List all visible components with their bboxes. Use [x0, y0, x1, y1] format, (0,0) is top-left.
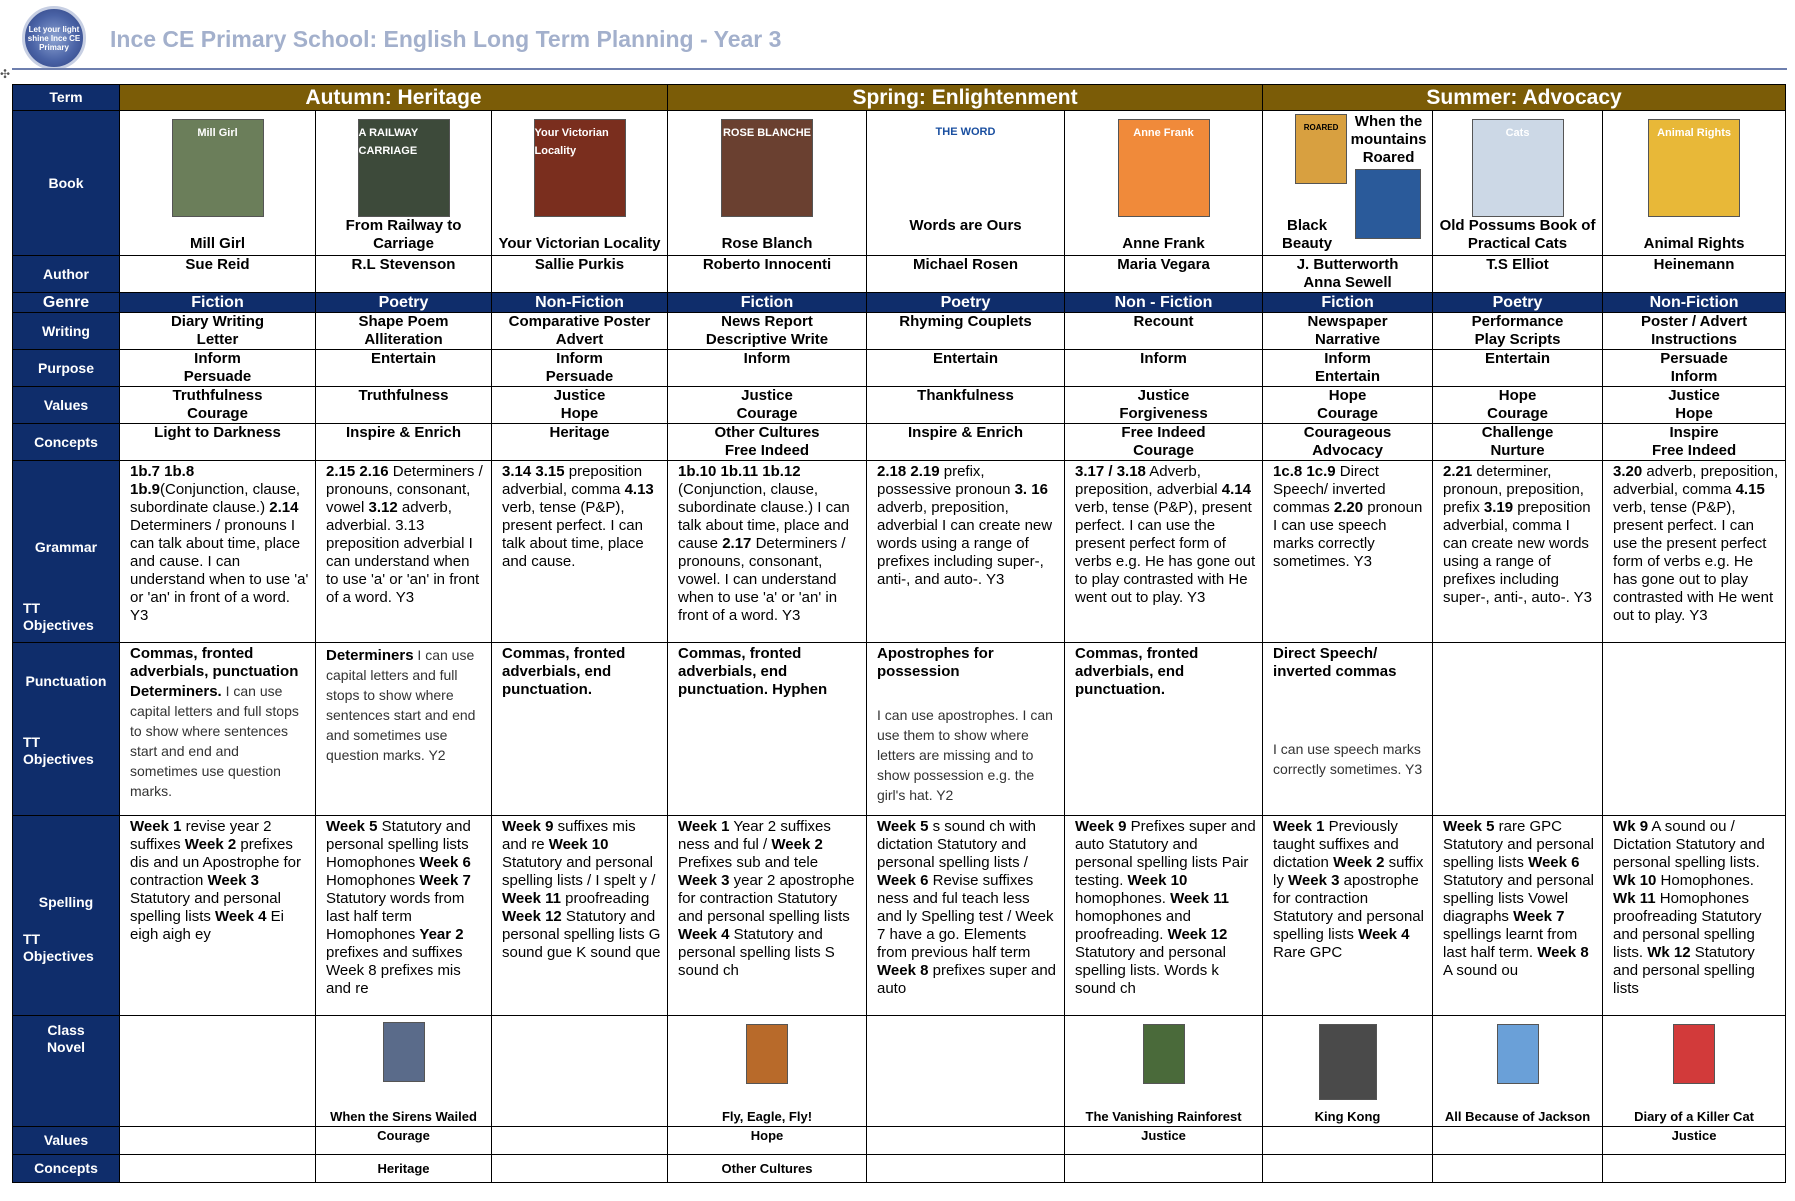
label-purpose: Purpose — [13, 350, 120, 387]
values-row — [13, 387, 1786, 424]
novel-concept-cell: Heritage — [316, 1155, 492, 1183]
book-row — [13, 111, 1786, 256]
values-cell: Truthfulness Courage — [120, 387, 316, 424]
punctuation-heading: Direct Speech/ inverted commas — [1273, 645, 1397, 680]
novel-box — [492, 1016, 667, 1126]
grammar-code: 2.15 2.16 — [326, 463, 389, 480]
grammar-cell — [1603, 461, 1786, 643]
grammar-code: 1c.8 1c.9 — [1273, 463, 1336, 480]
book-cover-image — [358, 119, 450, 217]
novel-concept-cell — [867, 1155, 1065, 1183]
book-box — [1263, 111, 1432, 255]
school-logo — [22, 6, 86, 70]
spelling-text: Week 1 Previously taught suffixes and dictation Week 2 suffix ly Week 3 apostrophe for contraction Statutory and personal spelling lists Week 4 Rare GPC — [1273, 818, 1424, 961]
book-cover-image — [1472, 119, 1564, 217]
table-move-handle-icon[interactable]: ✣ — [0, 67, 11, 81]
grammar-text: verb, tense (P&P), present perfect. I can talk about time, place and cause. — [502, 499, 644, 570]
objectives-label: Objectives — [23, 751, 94, 767]
novel-cover-image — [383, 1022, 425, 1082]
book-cell — [1263, 111, 1433, 256]
concepts-cell: Other Cultures Free Indeed — [668, 424, 867, 461]
novel-title: All Because of Jackson — [1444, 1109, 1591, 1124]
novel-box — [1065, 1016, 1262, 1126]
spelling-text: Week 5 s sound ch with dictation Statutory and personal spelling lists / Week 6 Revise suffixes ness and ful teach less and ly Spelling test / Week 7 have a go. Elements from previous half term Week 8 prefixes super and auto — [877, 818, 1057, 997]
concepts-cell: Challenge Nurture — [1433, 424, 1603, 461]
genre-cell: Non-Fiction — [1603, 293, 1786, 313]
grammar-cell — [1433, 461, 1603, 643]
novel-values-row — [13, 1127, 1786, 1155]
book-cell — [120, 111, 316, 256]
punctuation-cell — [867, 643, 1065, 816]
spelling-cell — [1263, 816, 1433, 1016]
genre-cell: Poetry — [867, 293, 1065, 313]
concepts-row — [13, 424, 1786, 461]
grammar-code: 3.14 3.15 — [502, 463, 565, 480]
punctuation-objective: I can use speech marks correctly sometimes. Y3 — [1273, 741, 1423, 777]
values-cell: Truthfulness — [316, 387, 492, 424]
grammar-code: 4.13 — [624, 481, 654, 498]
grammar-text: preposition adverbial, comma I can create new words using a range of prefixes including super-, anti-, auto-. Y3 — [1443, 499, 1592, 606]
novel-value-cell — [1263, 1127, 1433, 1155]
writing-cell: Shape Poem Alliteration — [316, 313, 492, 350]
punctuation-cell — [120, 643, 316, 816]
grammar-row — [13, 461, 1786, 643]
label-class-novel — [13, 1016, 120, 1127]
grammar-text: Determiners / pronouns, consonant, vowel — [326, 463, 483, 516]
values-cell: Justice Forgiveness — [1065, 387, 1263, 424]
spelling-row — [13, 816, 1786, 1016]
book-cell — [867, 111, 1065, 256]
book-cover-image — [534, 119, 626, 217]
page-title: Ince CE Primary School: English Long Term Planning - Year 3 — [110, 26, 782, 52]
novel-cell — [492, 1016, 668, 1127]
book-cell — [316, 111, 492, 256]
novel-cover-image — [1319, 1024, 1377, 1100]
book-cell — [1065, 111, 1263, 256]
novel-box — [120, 1016, 315, 1126]
cover-text: ROARED — [1303, 123, 1339, 132]
cover-text: A RAILWAY CARRIAGE — [358, 127, 418, 157]
punctuation-heading: Commas, fronted adverbials, end punctuation. — [1075, 645, 1199, 698]
genre-cell: Non-Fiction — [492, 293, 668, 313]
values-cell: Justice Courage — [668, 387, 867, 424]
novel-cell — [1603, 1016, 1786, 1127]
spelling-text: Week 9 suffixes mis and re Week 10 Statutory and personal spelling lists / I spelt y / Week 11 proofreading Week 12 Statutory and personal spelling lists G sound gue K sound que — [502, 818, 661, 961]
purpose-cell: Entertain — [316, 350, 492, 387]
novel-cover-image — [1143, 1024, 1185, 1084]
author-cell: Heinemann — [1603, 256, 1786, 293]
genre-cell: Fiction — [668, 293, 867, 313]
grammar-cell — [668, 461, 867, 643]
label-punctuation — [13, 643, 120, 816]
book-cover-image — [1295, 114, 1347, 184]
author-cell: Sue Reid — [120, 256, 316, 293]
grammar-code: 3.17 / 3.18 — [1075, 463, 1146, 480]
book-title: Words are Ours — [909, 217, 1022, 234]
book-cover-image — [1648, 119, 1740, 217]
book-box — [668, 111, 866, 255]
concepts-cell: Free Indeed Courage — [1065, 424, 1263, 461]
book-title: Your Victorian Locality — [498, 235, 661, 252]
book-cover-image — [920, 119, 1012, 217]
spelling-cell — [867, 816, 1065, 1016]
purpose-cell: Inform Persuade — [492, 350, 668, 387]
term-spring: Spring: Enlightenment — [668, 85, 1263, 111]
label-writing: Writing — [13, 313, 120, 350]
grammar-cell — [867, 461, 1065, 643]
label-grammar — [13, 461, 120, 643]
book-cover-image — [1355, 169, 1421, 239]
grammar-cell — [492, 461, 668, 643]
novel-cell — [1433, 1016, 1603, 1127]
novel-value-cell: Courage — [316, 1127, 492, 1155]
author-cell: Sallie Purkis — [492, 256, 668, 293]
label-novel-concepts: Concepts — [13, 1155, 120, 1183]
cover-text: Your Victorian Locality — [534, 127, 609, 157]
spelling-cell — [1603, 816, 1786, 1016]
spelling-text: Week 1 revise year 2 suffixes Week 2 prefixes dis and un Apostrophe for contraction Week 3 Statutory and personal spelling lists Week 4 Ei eigh aigh ey — [130, 818, 301, 943]
planning-table — [12, 84, 1786, 1183]
novel-concepts-row — [13, 1155, 1786, 1183]
novel-concept-cell — [492, 1155, 668, 1183]
grammar-code: 3.19 — [1483, 499, 1514, 516]
label-concepts: Concepts — [13, 424, 120, 461]
genre-cell: Poetry — [1433, 293, 1603, 313]
writing-cell: Diary Writing Letter — [120, 313, 316, 350]
cover-text: Mill Girl — [197, 127, 238, 139]
purpose-cell: Inform Persuade — [120, 350, 316, 387]
grammar-text: verb, tense (P&P), present perfect. I can use the present perfect form of verbs e.g. He has gone out to play contrasted with He went out to play. Y3 — [1075, 499, 1256, 606]
novel-concept-cell — [120, 1155, 316, 1183]
author-cell: Roberto Innocenti — [668, 256, 867, 293]
concepts-cell: Inspire & Enrich — [867, 424, 1065, 461]
grammar-text: Determiners / pronouns I can talk about time, place and cause. I can understand when to use 'a' or 'an' in front of a word. Y3 — [130, 517, 309, 624]
novel-title: King Kong — [1314, 1109, 1381, 1124]
book-box — [1433, 111, 1602, 255]
book-cell — [1433, 111, 1603, 256]
logo-text: Let your light shine Ince CE Primary — [27, 24, 81, 52]
punctuation-heading: Commas, fronted adverbials, punctuation Determiners. — [130, 645, 299, 700]
novel-cell — [1263, 1016, 1433, 1127]
label-novel-values: Values — [13, 1127, 120, 1155]
novel-concept-cell — [1065, 1155, 1263, 1183]
book-title: Anne Frank — [1122, 235, 1205, 252]
purpose-cell: Entertain — [867, 350, 1065, 387]
book-title-extra: When the mountains Roared — [1350, 113, 1427, 166]
book-cover-image — [172, 119, 264, 217]
book-title: Mill Girl — [189, 235, 245, 252]
purpose-cell: Persuade Inform — [1603, 350, 1786, 387]
novel-box — [668, 1016, 866, 1126]
punctuation-objective: I can use capital letters and full stops to show where sentences start and end and sometimes use question marks. — [130, 683, 299, 799]
book-box — [867, 111, 1064, 255]
novel-title: Diary of a Killer Cat — [1634, 1109, 1755, 1124]
purpose-row — [13, 350, 1786, 387]
punctuation-row — [13, 643, 1786, 816]
book-cell — [668, 111, 867, 256]
author-cell: J. Butterworth Anna Sewell — [1263, 256, 1433, 293]
spelling-cell — [668, 816, 867, 1016]
class-novel-row — [13, 1016, 1786, 1127]
writing-cell: Performance Play Scripts — [1433, 313, 1603, 350]
writing-cell: Recount — [1065, 313, 1263, 350]
book-box — [1603, 111, 1785, 255]
novel-value-cell: Justice — [1065, 1127, 1263, 1155]
spelling-text: Wk 9 A sound ou / Dictation Statutory and personal spelling lists. Wk 10 Homophones. Wk 11 Homophones proofreading Statutory and personal spelling lists. Wk 12 Statutory and personal spelling lists — [1613, 818, 1765, 997]
grammar-text: prefix, possessive pronoun — [877, 463, 1015, 498]
term-row — [13, 85, 1786, 111]
writing-cell: Rhyming Couplets — [867, 313, 1065, 350]
novel-box — [867, 1016, 1064, 1126]
genre-cell: Non - Fiction — [1065, 293, 1263, 313]
concepts-cell: Heritage — [492, 424, 668, 461]
book-cover-image — [721, 119, 813, 217]
grammar-code: 2.17 — [722, 535, 752, 552]
genre-cell: Fiction — [120, 293, 316, 313]
label-values: Values — [13, 387, 120, 424]
grammar-code: 2.18 2.19 — [877, 463, 940, 480]
writing-cell: News Report Descriptive Write — [668, 313, 867, 350]
concepts-cell: Inspire & Enrich — [316, 424, 492, 461]
grammar-text: Direct Speech/ inverted commas — [1273, 463, 1386, 516]
spelling-cell — [120, 816, 316, 1016]
book-title: Animal Rights — [1643, 235, 1745, 252]
novel-box — [1263, 1016, 1432, 1126]
grammar-code: 2.20 — [1333, 499, 1364, 516]
genre-cell: Fiction — [1263, 293, 1433, 313]
purpose-cell: Inform — [668, 350, 867, 387]
grammar-code: 4.15 — [1735, 481, 1765, 498]
grammar-code: 1b.7 1b.8 1b.9 — [130, 463, 195, 498]
novel-cover-image — [1673, 1024, 1715, 1084]
header-rule — [12, 68, 1787, 70]
grammar-code: 3. 16 — [1014, 481, 1048, 498]
cover-text: Anne Frank — [1133, 127, 1194, 139]
purpose-cell: Entertain — [1433, 350, 1603, 387]
grammar-text: Adverb, preposition, adverbial — [1075, 463, 1222, 498]
book-box — [120, 111, 315, 255]
punctuation-cell — [668, 643, 867, 816]
writing-row — [13, 313, 1786, 350]
book-cell — [1603, 111, 1786, 256]
spelling-text: Week 9 Prefixes super and auto Statutory and personal spelling lists Pair testing. Week 10 homophones. Week 11 homophones and proofreading. Week 12 Statutory and personal spelling lists. Words k sound ch — [1075, 818, 1256, 997]
author-row — [13, 256, 1786, 293]
punctuation-cell — [316, 643, 492, 816]
novel-box — [1433, 1016, 1602, 1126]
author-cell: R.L Stevenson — [316, 256, 492, 293]
objectives-label: Objectives — [23, 617, 94, 633]
term-summer: Summer: Advocacy — [1263, 85, 1786, 111]
values-cell: Justice Hope — [492, 387, 668, 424]
values-cell: Thankfulness — [867, 387, 1065, 424]
novel-concept-cell — [1433, 1155, 1603, 1183]
spelling-cell — [492, 816, 668, 1016]
novel-cell — [1065, 1016, 1263, 1127]
punctuation-heading: Commas, fronted adverbials, end punctuation. Hyphen — [678, 645, 828, 698]
novel-cell — [120, 1016, 316, 1127]
grammar-text: preposition adverbial, comma — [502, 463, 643, 498]
spelling-cell — [1433, 816, 1603, 1016]
label-spelling — [13, 816, 120, 1016]
cover-text: THE WORD — [935, 126, 996, 138]
values-cell: Justice Hope — [1603, 387, 1786, 424]
author-cell: Michael Rosen — [867, 256, 1065, 293]
concepts-cell: Courageous Advocacy — [1263, 424, 1433, 461]
novel-title: When the Sirens Wailed — [330, 1109, 477, 1124]
novel-value-cell — [120, 1127, 316, 1155]
spelling-text: Week 1 Year 2 suffixes ness and ful / Week 2 Prefixes sub and tele Week 3 year 2 apostrophe for contraction Statutory and personal spelling lists Week 4 Statutory and personal spelling lists S sound ch — [678, 818, 855, 979]
writing-cell: Comparative Poster Advert — [492, 313, 668, 350]
novel-cover-image — [746, 1024, 788, 1084]
punctuation-heading: Determiners — [326, 647, 414, 664]
label-term: Term — [13, 85, 120, 111]
page-header — [0, 0, 1795, 81]
purpose-cell: Inform — [1065, 350, 1263, 387]
punctuation-cell — [1433, 643, 1603, 816]
punctuation-objective: I can use capital letters and full stops to show where sentences start and end and sometimes use question marks. Y2 — [326, 647, 476, 763]
grammar-text: adverb, adverbial. 3.13 preposition adverbial I can understand when to use 'a' or 'an' in front of a word. Y3 — [326, 499, 480, 606]
book-box — [316, 111, 491, 255]
grammar-text: adverb, preposition, adverbial I can create new words using a range of prefixes including super-, anti-, and auto-. Y3 — [877, 499, 1053, 588]
book-cell — [492, 111, 668, 256]
spelling-cell — [316, 816, 492, 1016]
spelling-text: Week 5 rare GPC Statutory and personal spelling lists Week 6 Statutory and personal spelling lists Vowel diagraphs Week 7 spellings learnt from last half term. Week 8 A sound ou — [1443, 818, 1594, 979]
book-title: Rose Blanch — [721, 235, 813, 252]
grammar-code: 3.12 — [368, 499, 398, 516]
punctuation-cell — [1263, 643, 1433, 816]
punctuation-heading: Commas, fronted adverbials, end punctuation. — [502, 645, 626, 698]
grammar-code: 4.14 — [1221, 481, 1251, 498]
cover-text: ROSE BLANCHE — [722, 127, 811, 139]
purpose-cell: Inform Entertain — [1263, 350, 1433, 387]
values-cell: Hope Courage — [1263, 387, 1433, 424]
book-box — [1065, 111, 1262, 255]
novel-cell — [316, 1016, 492, 1127]
grammar-code: 3.20 — [1613, 463, 1643, 480]
punctuation-label: Punctuation — [25, 673, 107, 689]
genre-row — [13, 293, 1786, 313]
tt-label: TT — [23, 931, 41, 947]
spelling-cell — [1065, 816, 1263, 1016]
spelling-text: Week 5 Statutory and personal spelling lists Homophones Week 6 Homophones Week 7 Statutory words from last half term Homophones Year 2 prefixes and suffixes Week 8 prefixes mis and re — [326, 818, 471, 997]
grammar-cell — [1065, 461, 1263, 643]
writing-cell: Newspaper Narrative — [1263, 313, 1433, 350]
spelling-label: Spelling — [38, 894, 94, 910]
novel-cover-image — [1497, 1024, 1539, 1084]
novel-value-cell — [492, 1127, 668, 1155]
values-cell: Hope Courage — [1433, 387, 1603, 424]
concepts-cell: Inspire Free Indeed — [1603, 424, 1786, 461]
novel-concept-cell — [1603, 1155, 1786, 1183]
objectives-label: Objectives — [23, 948, 94, 964]
novel-cell — [668, 1016, 867, 1127]
novel-value-cell — [867, 1127, 1065, 1155]
grammar-text: (Conjunction, clause, subordinate clause.) I can talk about time, place and cause — [678, 481, 850, 552]
novel-concept-cell: Other Cultures — [668, 1155, 867, 1183]
grammar-text: (Conjunction, clause, subordinate clause.) — [130, 481, 301, 516]
grammar-cell — [316, 461, 492, 643]
grammar-text: adverb, preposition, adverbial, comma — [1613, 463, 1779, 498]
term-autumn: Autumn: Heritage — [120, 85, 668, 111]
cover-text: Cats — [1505, 127, 1530, 139]
novel-title: The Vanishing Rainforest — [1085, 1109, 1242, 1124]
punctuation-heading: Apostrophes for possession — [877, 645, 994, 680]
grammar-code: 1b.10 1b.11 1b.12 — [678, 463, 801, 480]
punctuation-cell — [1603, 643, 1786, 816]
novel-value-cell: Justice — [1603, 1127, 1786, 1155]
book-title: Old Possums Book of Practical Cats — [1439, 217, 1596, 252]
concepts-cell: Light to Darkness — [120, 424, 316, 461]
author-cell: Maria Vegara — [1065, 256, 1263, 293]
novel-title: Fly, Eagle, Fly! — [721, 1109, 813, 1124]
novel-label: Novel — [46, 1039, 86, 1055]
book-title: Black Beauty — [1282, 217, 1333, 252]
grammar-label: Grammar — [34, 539, 98, 555]
author-cell: T.S Elliot — [1433, 256, 1603, 293]
book-title: From Railway to Carriage — [345, 217, 462, 252]
book-box — [492, 111, 667, 255]
grammar-code: 2.21 — [1443, 463, 1473, 480]
tt-label: TT — [23, 734, 41, 750]
grammar-cell — [120, 461, 316, 643]
label-author: Author — [13, 256, 120, 293]
novel-value-cell — [1433, 1127, 1603, 1155]
punctuation-cell — [1065, 643, 1263, 816]
novel-concept-cell — [1263, 1155, 1433, 1183]
punctuation-objective: I can use apostrophes. I can use them to show where letters are missing and to show possession e.g. the girl's hat. Y2 — [877, 707, 1053, 803]
novel-box — [316, 1016, 491, 1126]
novel-box — [1603, 1016, 1785, 1126]
book-cover-image — [1118, 119, 1210, 217]
label-genre: Genre — [13, 293, 120, 313]
cover-text: Animal Rights — [1657, 127, 1732, 139]
genre-cell: Poetry — [316, 293, 492, 313]
grammar-text: determiner, pronoun, preposition, prefix — [1443, 463, 1584, 516]
grammar-text: Determiners / pronouns, consonant, vowel. I can understand when to use 'a' or 'an' in front of a word. Y3 — [678, 535, 846, 624]
novel-value-cell: Hope — [668, 1127, 867, 1155]
grammar-code: 2.14 — [269, 499, 299, 516]
label-book: Book — [13, 111, 120, 256]
punctuation-cell — [492, 643, 668, 816]
grammar-cell — [1263, 461, 1433, 643]
novel-cell — [867, 1016, 1065, 1127]
writing-cell: Poster / Advert Instructions — [1603, 313, 1786, 350]
tt-label: TT — [23, 600, 41, 616]
class-label: Class — [47, 1022, 85, 1038]
grammar-text: verb, tense (P&P), present perfect. I can use the present perfect form of verbs e.g. He has gone out to play contrasted with He went out to play. Y3 — [1613, 499, 1774, 624]
grammar-text: pronoun I can use speech marks correctly sometimes. Y3 — [1273, 499, 1423, 570]
